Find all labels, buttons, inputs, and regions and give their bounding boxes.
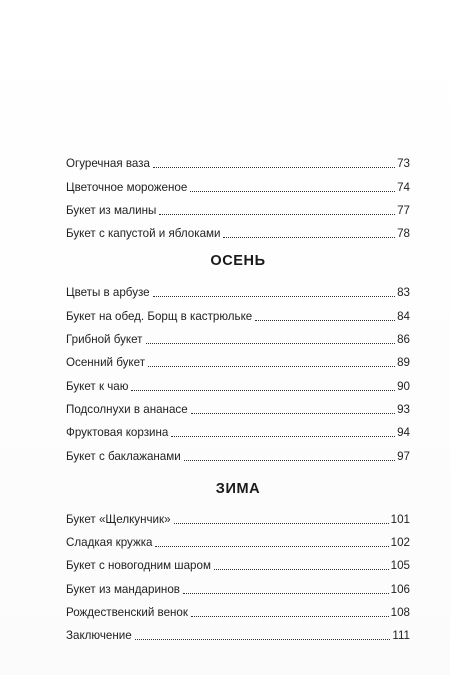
toc-entry-title: Букет к чаю: [66, 379, 129, 393]
toc-entry-page: 89: [397, 356, 410, 370]
toc-entry: [66, 394, 410, 417]
toc-entry: [66, 277, 410, 300]
toc-entry-title: Осенний букет: [66, 356, 145, 370]
toc-entry: [66, 573, 410, 596]
toc-entry-title: Сладкая кружка: [66, 536, 153, 550]
toc-entry-page: 78: [397, 227, 410, 241]
toc-entry-page: 93: [397, 402, 410, 416]
toc-entry-page: 94: [397, 426, 410, 440]
toc-entry-title: Букет из мандаринов: [66, 582, 180, 596]
dot-leader: [171, 436, 395, 437]
dot-leader: [214, 569, 389, 570]
toc-entry: [66, 597, 410, 620]
toc-entry-page: 74: [397, 180, 410, 194]
toc-entry: [66, 195, 410, 218]
dot-leader: [174, 523, 389, 524]
toc-entry: [66, 417, 410, 440]
toc-entry-title: Букет из малины: [66, 203, 157, 217]
toc-entry-page: 105: [390, 559, 410, 573]
toc-entry: [66, 171, 410, 194]
toc-entry-title: Грибной букет: [66, 333, 143, 347]
toc-entry-title: Заключение: [66, 629, 132, 643]
toc-entry-title: Подсолнухи в ананасе: [66, 402, 188, 416]
dot-leader: [184, 460, 395, 461]
toc-entry: [66, 620, 410, 643]
toc-entry-page: 97: [397, 449, 410, 463]
toc-entry: [66, 504, 410, 527]
toc-entry-title: Цветочное мороженое: [66, 180, 188, 194]
toc-entry: [66, 218, 410, 241]
toc-entry-title: Рождественский венок: [66, 606, 188, 620]
dot-leader: [223, 237, 395, 238]
toc-entry-title: Букет с новогодним шаром: [66, 559, 211, 573]
toc-entry-page: 83: [397, 286, 410, 300]
toc-entry-title: Букет с баклажанами: [66, 449, 181, 463]
toc-entry: [66, 550, 410, 573]
section-heading-winter: ЗИМА: [215, 480, 261, 497]
dot-leader: [255, 320, 395, 321]
toc-entry-page: 90: [397, 379, 410, 393]
table-of-contents: [66, 148, 410, 643]
toc-entry-page: 73: [397, 157, 410, 171]
toc-entry: [66, 440, 410, 463]
toc-entry-page: 106: [390, 582, 410, 596]
dot-leader: [159, 214, 395, 215]
dot-leader: [153, 296, 395, 297]
dot-leader: [183, 593, 389, 594]
toc-entry-page: 86: [397, 333, 410, 347]
toc-entry-page: 111: [392, 629, 410, 643]
toc-entry: [66, 527, 410, 550]
toc-entry-page: 84: [397, 309, 410, 323]
toc-entry-page: 108: [390, 606, 410, 620]
dot-leader: [155, 546, 388, 547]
toc-entry-title: Букет «Щелкунчик»: [66, 512, 171, 526]
toc-entry-page: 102: [390, 536, 410, 550]
dot-leader: [153, 167, 395, 168]
toc-entry-title: Огуречная ваза: [66, 157, 150, 171]
toc-entry: [66, 370, 410, 393]
toc-entry: [66, 324, 410, 347]
dot-leader: [190, 191, 395, 192]
dot-leader: [146, 343, 396, 344]
toc-entry-page: 101: [390, 512, 410, 526]
toc-entry-page: 77: [397, 203, 410, 217]
dot-leader: [191, 413, 395, 414]
toc-entry: [66, 347, 410, 370]
toc-entry: [66, 148, 410, 171]
dot-leader: [148, 366, 395, 367]
section-heading-autumn: ОСЕНЬ: [210, 253, 266, 270]
toc-entry-title: Фруктовая корзина: [66, 426, 169, 440]
dot-leader: [131, 390, 395, 391]
dot-leader: [191, 616, 389, 617]
toc-entry-title: Букет на обед. Борщ в кастрюльке: [66, 309, 253, 323]
toc-entry: [66, 300, 410, 323]
dot-leader: [135, 639, 391, 640]
toc-entry-title: Букет с капустой и яблоками: [66, 227, 221, 241]
toc-entry-title: Цветы в арбузе: [66, 286, 150, 300]
